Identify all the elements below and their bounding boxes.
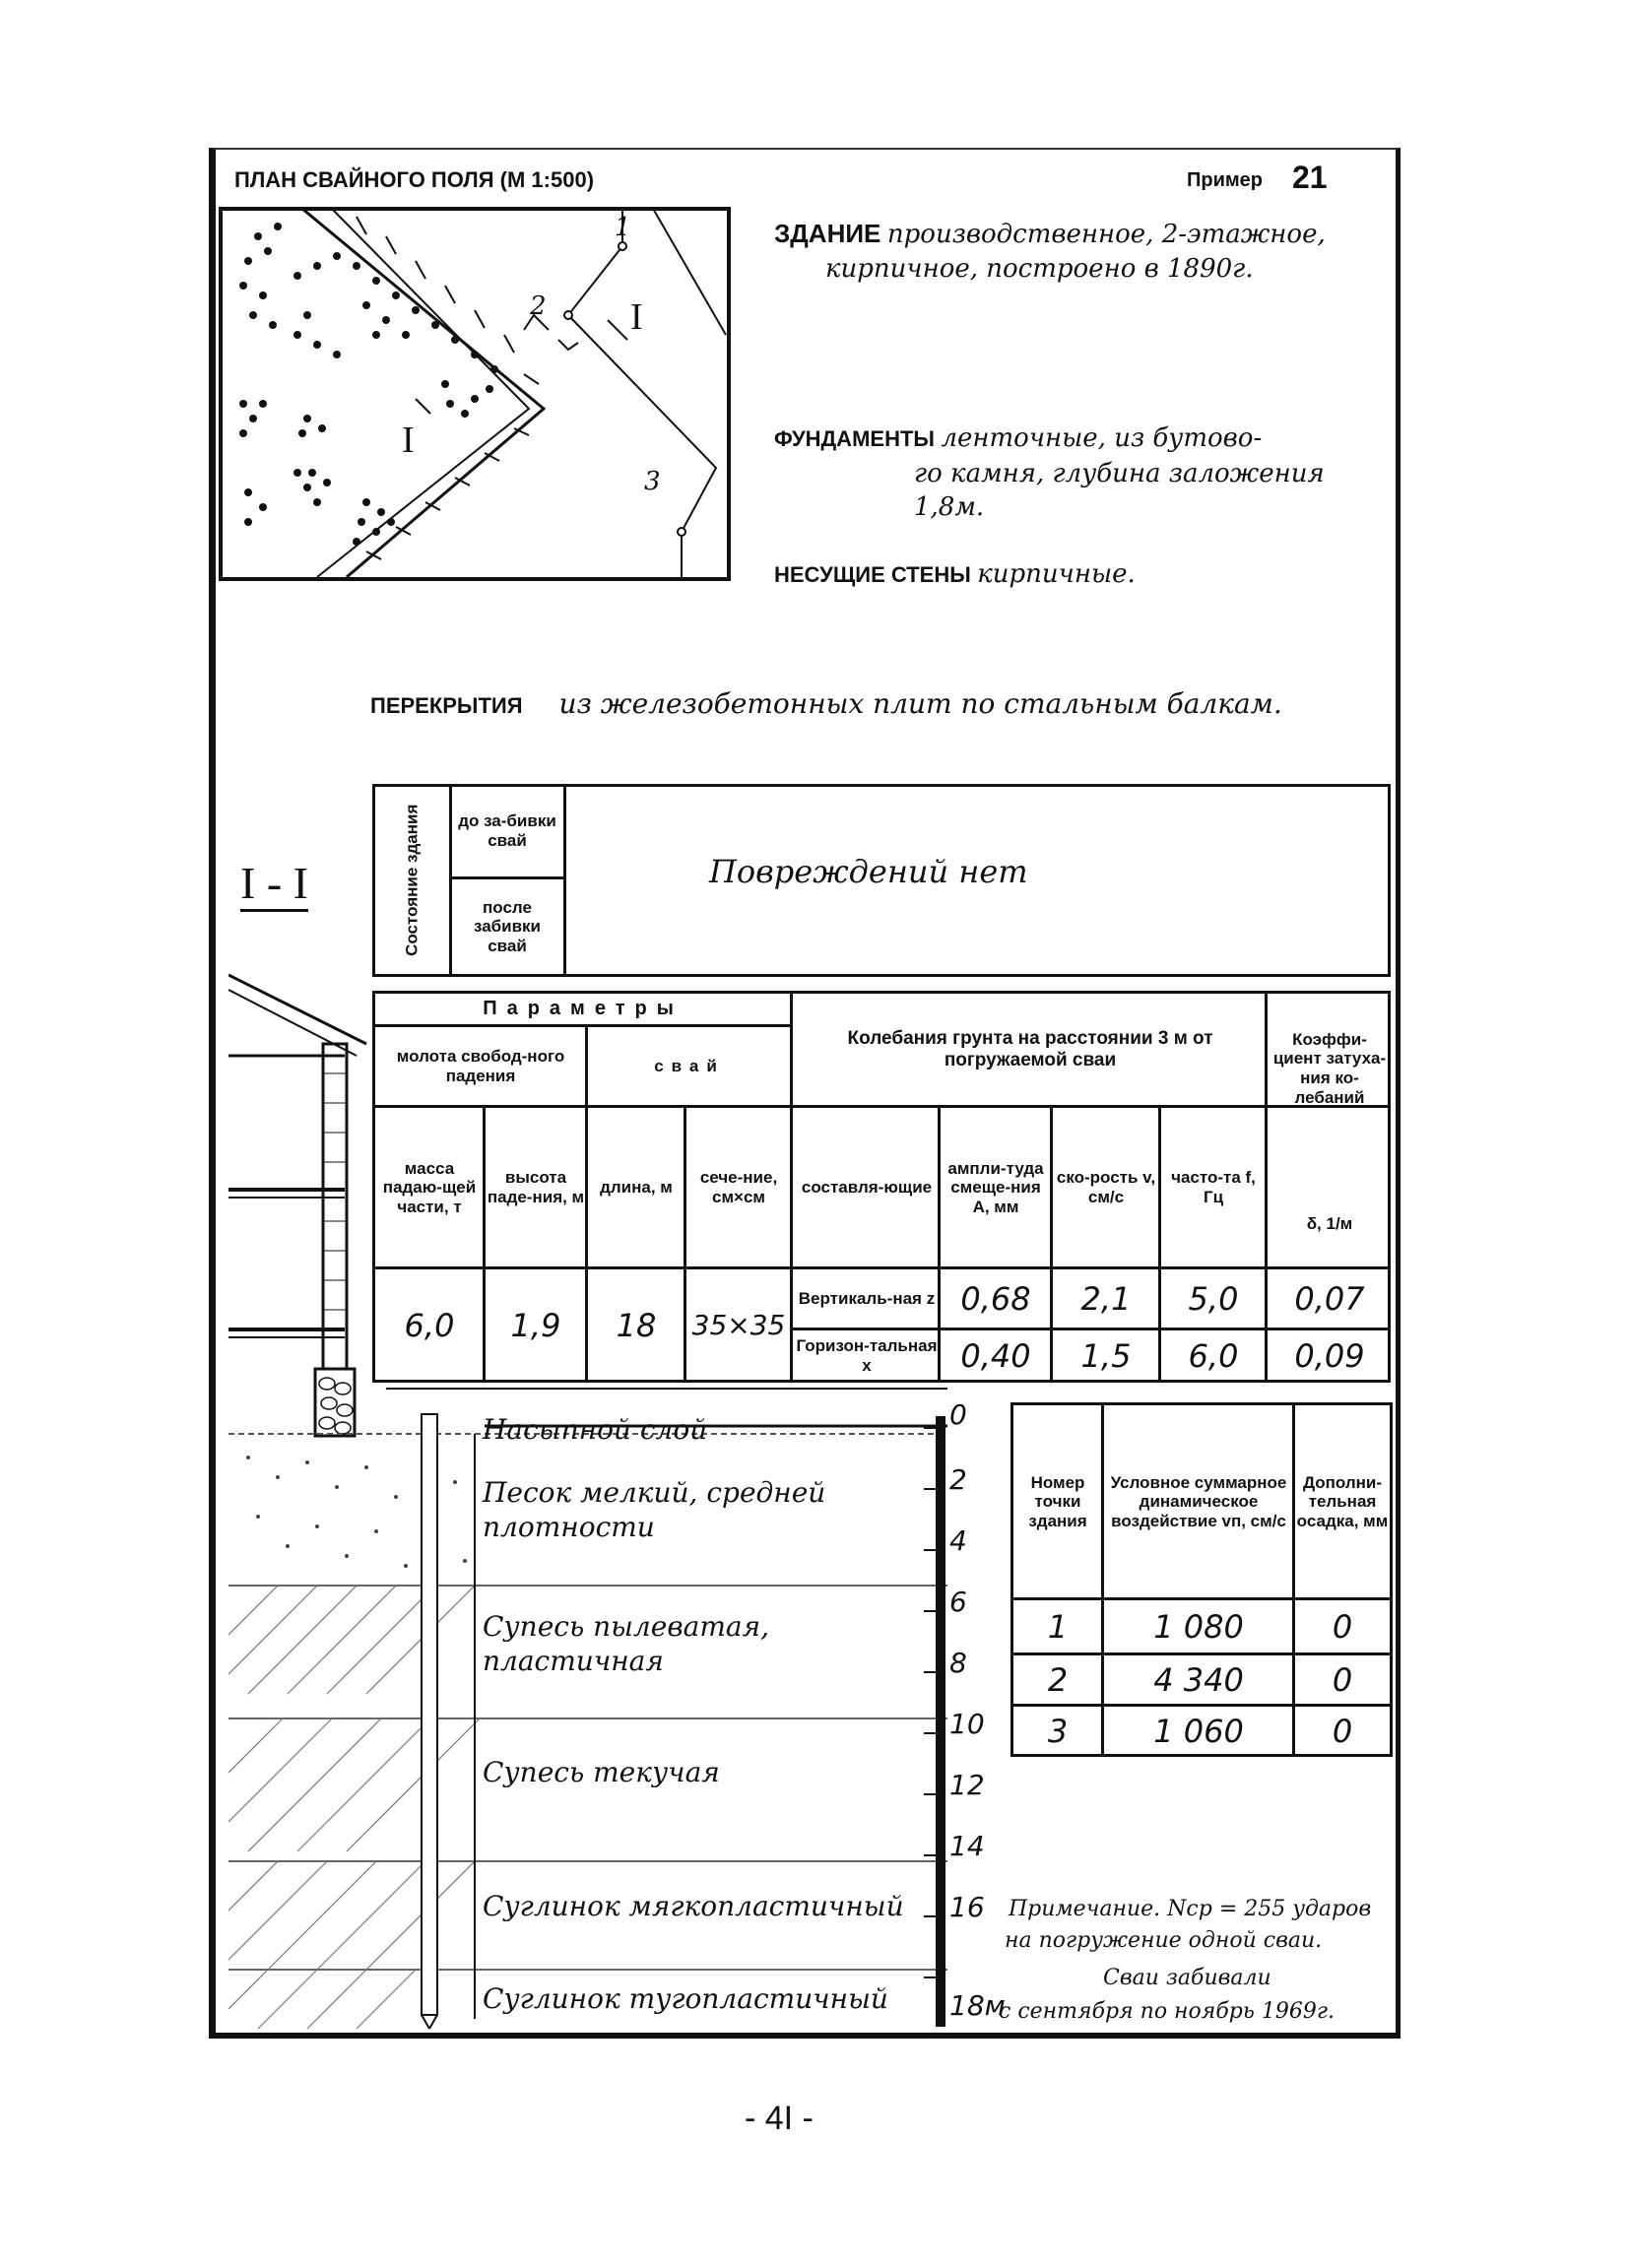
row-horizontal-amplitude: 0,40: [960, 1336, 1031, 1375]
soil-layer-stiff-loam: Суглинок тугопластичный: [483, 1982, 888, 2015]
points-row2-point: 2: [1047, 1660, 1069, 1699]
note-line2: на погружение одной сваи.: [1005, 1928, 1323, 1953]
building-line1: производственное, 2-этажное,: [886, 220, 1326, 249]
page-number: - 4I -: [745, 2100, 814, 2137]
points-row1-point: 1: [1047, 1607, 1069, 1646]
pile-field-plan: [219, 207, 731, 581]
soil-layer-sand: Песок мелкий, средней плотности: [483, 1476, 826, 1543]
points-row2-settlement: 0: [1332, 1660, 1353, 1699]
points-row3-settlement: 0: [1332, 1712, 1353, 1750]
building-info: [774, 219, 1326, 249]
note-line4: с сентября по ноябрь 1969г.: [999, 1999, 1335, 2024]
row-vertical-velocity: 2,1: [1080, 1279, 1132, 1318]
floors-label: ПЕРЕКРЫТИЯ: [370, 693, 523, 718]
points-col-point: Номер точки здания: [1028, 1472, 1087, 1530]
points-col-settlement: Дополни-тельная осадка, мм: [1296, 1472, 1389, 1530]
section-mark-left: I: [402, 420, 415, 461]
building-line2: кирпичное, построено в 1890г.: [825, 254, 1254, 284]
note-line3: Сваи забивали: [1103, 1966, 1271, 1990]
soil-layer-silty-sandy-loam: Супесь пылеватая, пластичная: [483, 1610, 770, 1677]
col-velocity: ско-рость v, см/с: [1056, 1168, 1156, 1206]
foundations-line1: ленточные, из бутово-: [941, 423, 1263, 453]
walls-info: [774, 559, 1136, 589]
params-header: Параметры: [483, 997, 684, 1019]
condition-after: после забивки свай: [473, 897, 542, 955]
col-section: сече-ние, см×см: [699, 1168, 778, 1206]
condition-row-header-cell: [376, 788, 447, 973]
note-line1: Примечание. Nср = 255 ударов: [1009, 1897, 1372, 1921]
plan-point-3: 3: [644, 467, 661, 496]
value-mass: 6,0: [404, 1306, 455, 1344]
col-frequency: часто-та f, Гц: [1171, 1168, 1256, 1206]
depth-0: 0: [949, 1398, 967, 1431]
soil-layer-fluid-sandy-loam: Супесь текучая: [483, 1756, 720, 1788]
soil-layer-soft-loam: Суглинок мягкопластичный: [483, 1890, 904, 1922]
hammer-header: молота свобод-ного падения: [396, 1047, 565, 1085]
depth-14: 14: [949, 1830, 985, 1862]
example-number: 21: [1292, 160, 1328, 195]
depth-10: 10: [949, 1708, 985, 1740]
plan-title: ПЛАН СВАЙНОГО ПОЛЯ (М 1:500): [234, 167, 595, 192]
walls-value: кирпичные.: [977, 559, 1136, 589]
condition-row-header: Состояние здания: [402, 804, 422, 957]
condition-value: Повреждений нет: [709, 853, 1028, 890]
depth-12: 12: [949, 1769, 985, 1801]
col-height: высота паде-ния, м: [487, 1168, 585, 1206]
points-row1-impact: 1 080: [1153, 1607, 1244, 1646]
points-row3-impact: 1 060: [1153, 1712, 1244, 1750]
col-amplitude: ампли-туда смеще-ния А, мм: [947, 1158, 1044, 1216]
value-section: 35×35: [691, 1308, 786, 1341]
plan-point-1: 1: [615, 213, 631, 242]
points-col-impact: Условное суммарное динамическое воздействие vп, см/с: [1110, 1472, 1287, 1530]
row-vertical-damping: 0,07: [1294, 1279, 1365, 1318]
row-horizontal-frequency: 6,0: [1188, 1336, 1239, 1375]
floors-info: [370, 687, 1282, 721]
condition-before: до за-бивки свай: [458, 811, 556, 850]
points-row2-impact: 4 340: [1153, 1660, 1244, 1699]
foundations-label: ФУНДАМЕНТЫ: [774, 426, 935, 451]
walls-label: НЕСУЩИЕ СТЕНЫ: [774, 562, 971, 587]
damping-header: Коэффи-циент затуха-ния ко-лебаний: [1272, 1029, 1387, 1107]
soil-layer-fill: Насыпной слой: [483, 1413, 708, 1446]
depth-18: 18м: [949, 1989, 1006, 2022]
foundations-info: [774, 423, 1262, 453]
col-component: составля-ющие: [801, 1178, 933, 1198]
plan-point-2: 2: [530, 292, 547, 321]
points-row1-settlement: 0: [1332, 1607, 1353, 1646]
pile-header: свай: [654, 1057, 725, 1076]
row-vertical-frequency: 5,0: [1188, 1279, 1239, 1318]
floors-value: из железобетонных плит по стальным балкам.: [558, 687, 1282, 720]
foundations-line2: го камня, глубина заложения: [914, 459, 1325, 488]
col-damping: δ, 1/м: [1306, 1214, 1353, 1234]
row-horizontal-component: Горизон-тальная x: [796, 1336, 938, 1375]
value-length: 18: [616, 1306, 657, 1344]
row-horizontal-damping: 0,09: [1294, 1336, 1365, 1375]
building-label: ЗДАНИЕ: [774, 219, 881, 248]
col-mass: масса падаю-щей части, т: [382, 1158, 477, 1216]
section-mark-right: I: [630, 296, 643, 338]
row-vertical-amplitude: 0,68: [960, 1279, 1031, 1318]
depth-2: 2: [949, 1463, 967, 1496]
points-row3-point: 3: [1047, 1712, 1069, 1750]
example-label: Пример: [1187, 169, 1264, 191]
row-horizontal-velocity: 1,5: [1080, 1336, 1132, 1375]
section-label: I - I: [240, 857, 308, 912]
row-vertical-component: Вертикаль-ная z: [798, 1289, 936, 1309]
col-length: длина, м: [600, 1178, 673, 1198]
depth-16: 16: [949, 1891, 985, 1923]
vibration-header: Колебания грунта на расстоянии 3 м от погружаемой сваи: [847, 1028, 1213, 1070]
depth-4: 4: [949, 1524, 967, 1557]
depth-6: 6: [949, 1586, 967, 1618]
foundations-line3: 1,8м.: [914, 492, 985, 522]
value-height: 1,9: [510, 1306, 561, 1344]
depth-8: 8: [949, 1647, 967, 1679]
